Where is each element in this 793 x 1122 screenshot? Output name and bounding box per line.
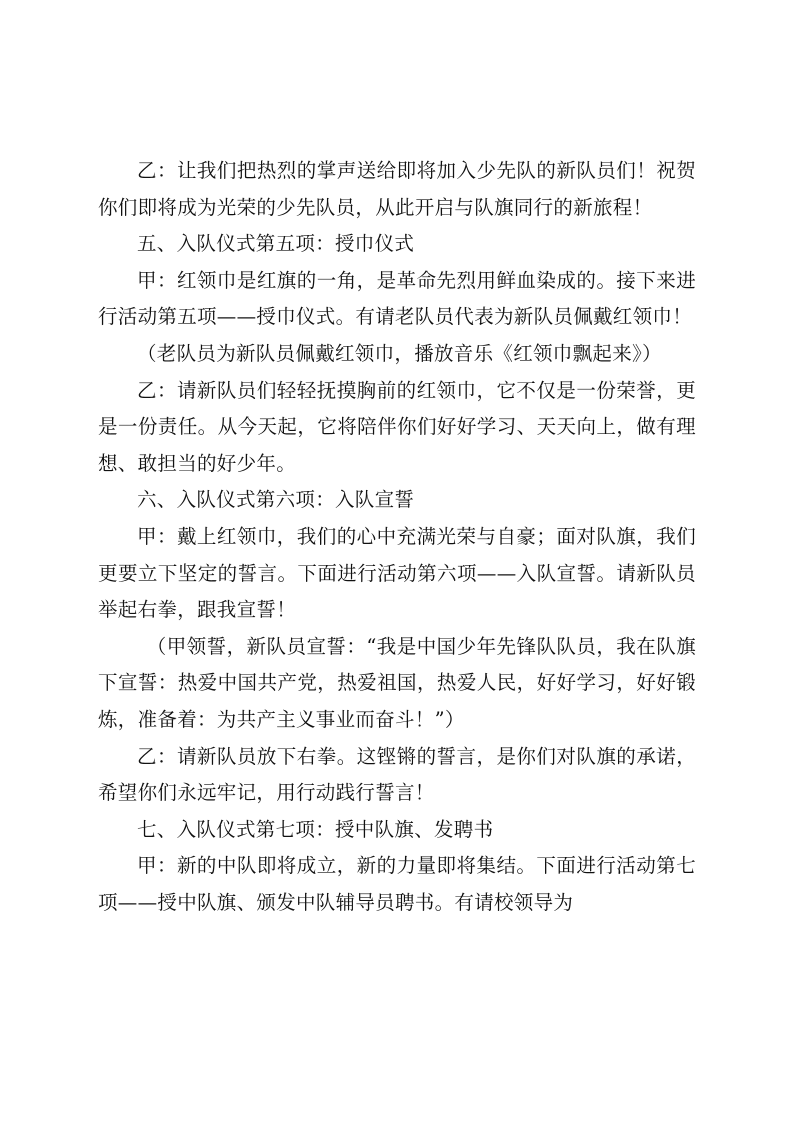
paragraph-scarf-intro: 甲：红领巾是红旗的一角，是革命先烈用鲜血染成的。接下来进行活动第五项——授巾仪式。有请老队员代表为新队员佩戴红领巾！ (98, 268, 696, 329)
paragraph-oath-end: 乙：请新队员放下右拳。这铿锵的誓言，是你们对队旗的承诺，希望你们永远牢记，用行动践行誓言！ (98, 744, 696, 805)
section-heading-5: 五、入队仪式第五项：授巾仪式 (137, 232, 415, 256)
paragraph-applause: 乙：让我们把热烈的掌声送给即将加入少先队的新队员们！祝贺你们即将成为光荣的少先队员，从此开启与队旗同行的新旅程！ (98, 159, 696, 219)
section-heading-7: 七、入队仪式第七项：授中队旗、发聘书 (137, 817, 494, 841)
stage-direction-scarf: （老队员为新队员佩戴红领巾，播放音乐《红领巾飘起来》） (137, 341, 662, 365)
stage-direction-oath: （甲领誓，新队员宣誓：“我是中国少年先锋队队员，我在队旗下宣誓：热爱中国共产党，热爱祖国，热爱人民，好好学习，好好锻炼，准备着：为共产主义事业而奋斗！”） (98, 634, 696, 731)
section-heading-6: 六、入队仪式第六项：入队宣誓 (137, 488, 415, 512)
paragraph-oath-intro: 甲：戴上红领巾，我们的心中充满光荣与自豪；面对队旗，我们更要立下坚定的誓言。下面进行活动第六项——入队宣誓。请新队员举起右拳，跟我宣誓！ (98, 524, 696, 622)
paragraph-scarf-meaning: 乙：请新队员们轻轻抚摸胸前的红领巾，它不仅是一份荣誉，更是一份责任。从今天起，它将陪伴你们好好学习、天天向上，做有理想、敢担当的好少年。 (98, 378, 696, 475)
document-page (98, 153, 696, 921)
paragraph-flag-intro: 甲：新的中队即将成立，新的力量即将集结。下面进行活动第七项——授中队旗、颁发中队辅导员聘书。有请校领导为 (98, 854, 696, 914)
